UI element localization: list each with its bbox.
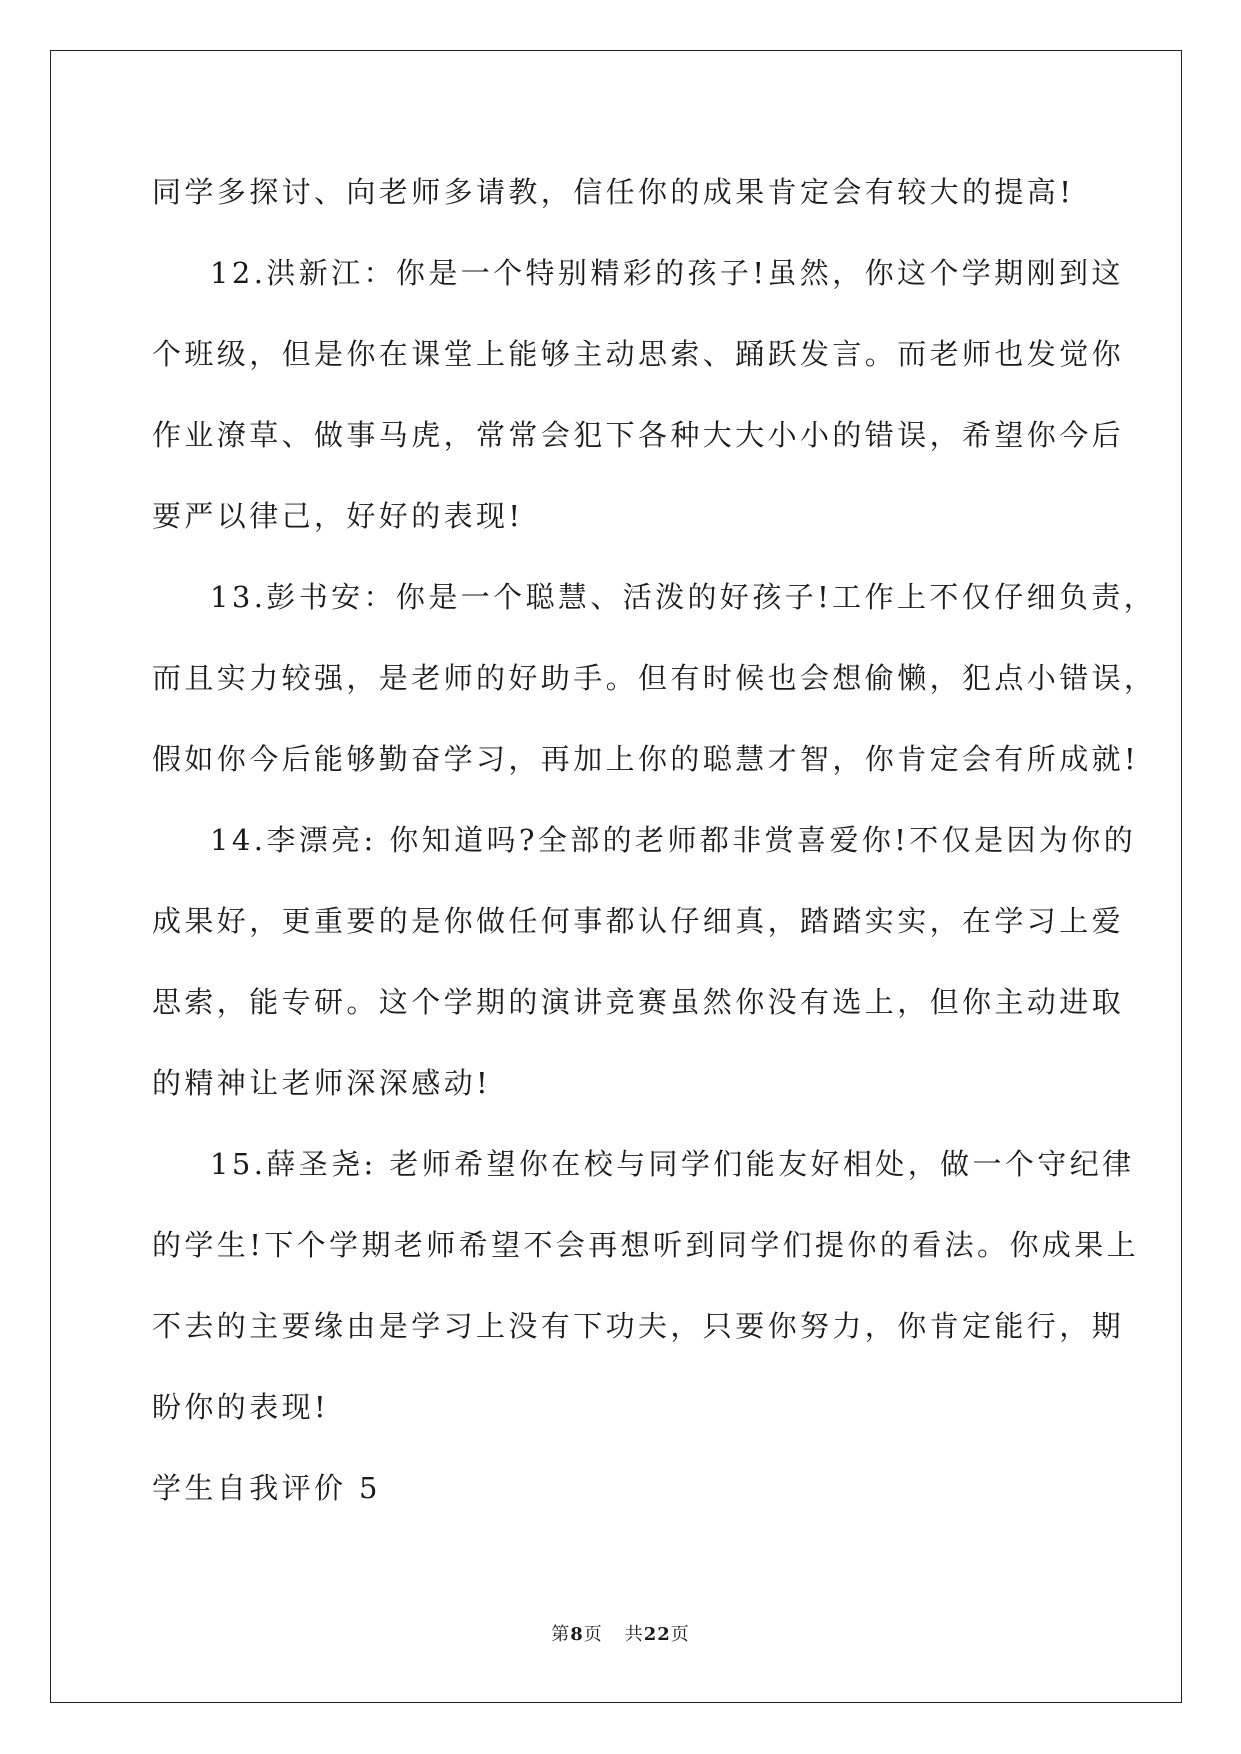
comment-14-line-1: 14.李漂亮: 你知道吗?全部的老师都非赏喜爱你!不仅是因为你的 <box>210 823 1137 857</box>
page-number: 8 <box>570 1624 584 1645</box>
comment-14-line-4: 的精神让老师深深感动! <box>152 1066 492 1100</box>
comment-12-line-2: 个班级，但是你在课堂上能够主动思索、踊跃发言。而老师也发觉你 <box>152 337 1125 371</box>
text-line-1: 同学多探讨、向老师多请教，信任你的成果肯定会有较大的提高! <box>152 175 1075 209</box>
comment-12-line-3: 作业潦草、做事马虎，常常会犯下各种大大小小的错误，希望你今后 <box>152 418 1125 452</box>
page-border <box>50 50 1182 1703</box>
comment-12-line-1: 12.洪新江：你是一个特别精彩的孩子!虽然，你这个学期刚到这 <box>210 256 1124 290</box>
comment-13-line-1: 13.彭书安：你是一个聪慧、活泼的好孩子!工作上不仅仔细负责， <box>210 580 1157 614</box>
comment-15-line-4: 盼你的表现! <box>152 1390 330 1424</box>
comment-12-line-4: 要严以律己，好好的表现! <box>152 499 524 533</box>
page-prefix: 第 <box>551 1624 571 1645</box>
comment-14-line-2: 成果好，更重要的是你做任何事都认仔细真，踏踏实实，在学习上爱 <box>152 904 1125 938</box>
comment-15-line-1: 15.薛圣尧: 老师希望你在校与同学们能友好相处，做一个守纪律 <box>210 1147 1135 1181</box>
page-footer <box>0 1620 1241 1646</box>
comment-15-line-3: 不去的主要缘由是学习上没有下功夫，只要你努力，你肯定能行，期 <box>152 1309 1125 1343</box>
comment-13-line-2: 而且实力较强，是老师的好助手。但有时候也会想偷懒，犯点小错误， <box>152 661 1157 695</box>
page-suffix: 页 <box>583 1624 603 1645</box>
section-heading: 学生自我评价 5 <box>152 1471 381 1505</box>
total-suffix: 页 <box>670 1624 690 1645</box>
comment-15-line-2: 的学生!下个学期老师希望不会再想听到同学们提你的看法。你成果上 <box>152 1228 1140 1262</box>
total-prefix: 共 <box>624 1624 644 1645</box>
comment-14-line-3: 思索，能专研。这个学期的演讲竞赛虽然你没有选上，但你主动进取 <box>152 985 1125 1019</box>
total-pages: 22 <box>643 1624 671 1645</box>
comment-13-line-3: 假如你今后能够勤奋学习，再加上你的聪慧才智，你肯定会有所成就! <box>152 742 1140 776</box>
